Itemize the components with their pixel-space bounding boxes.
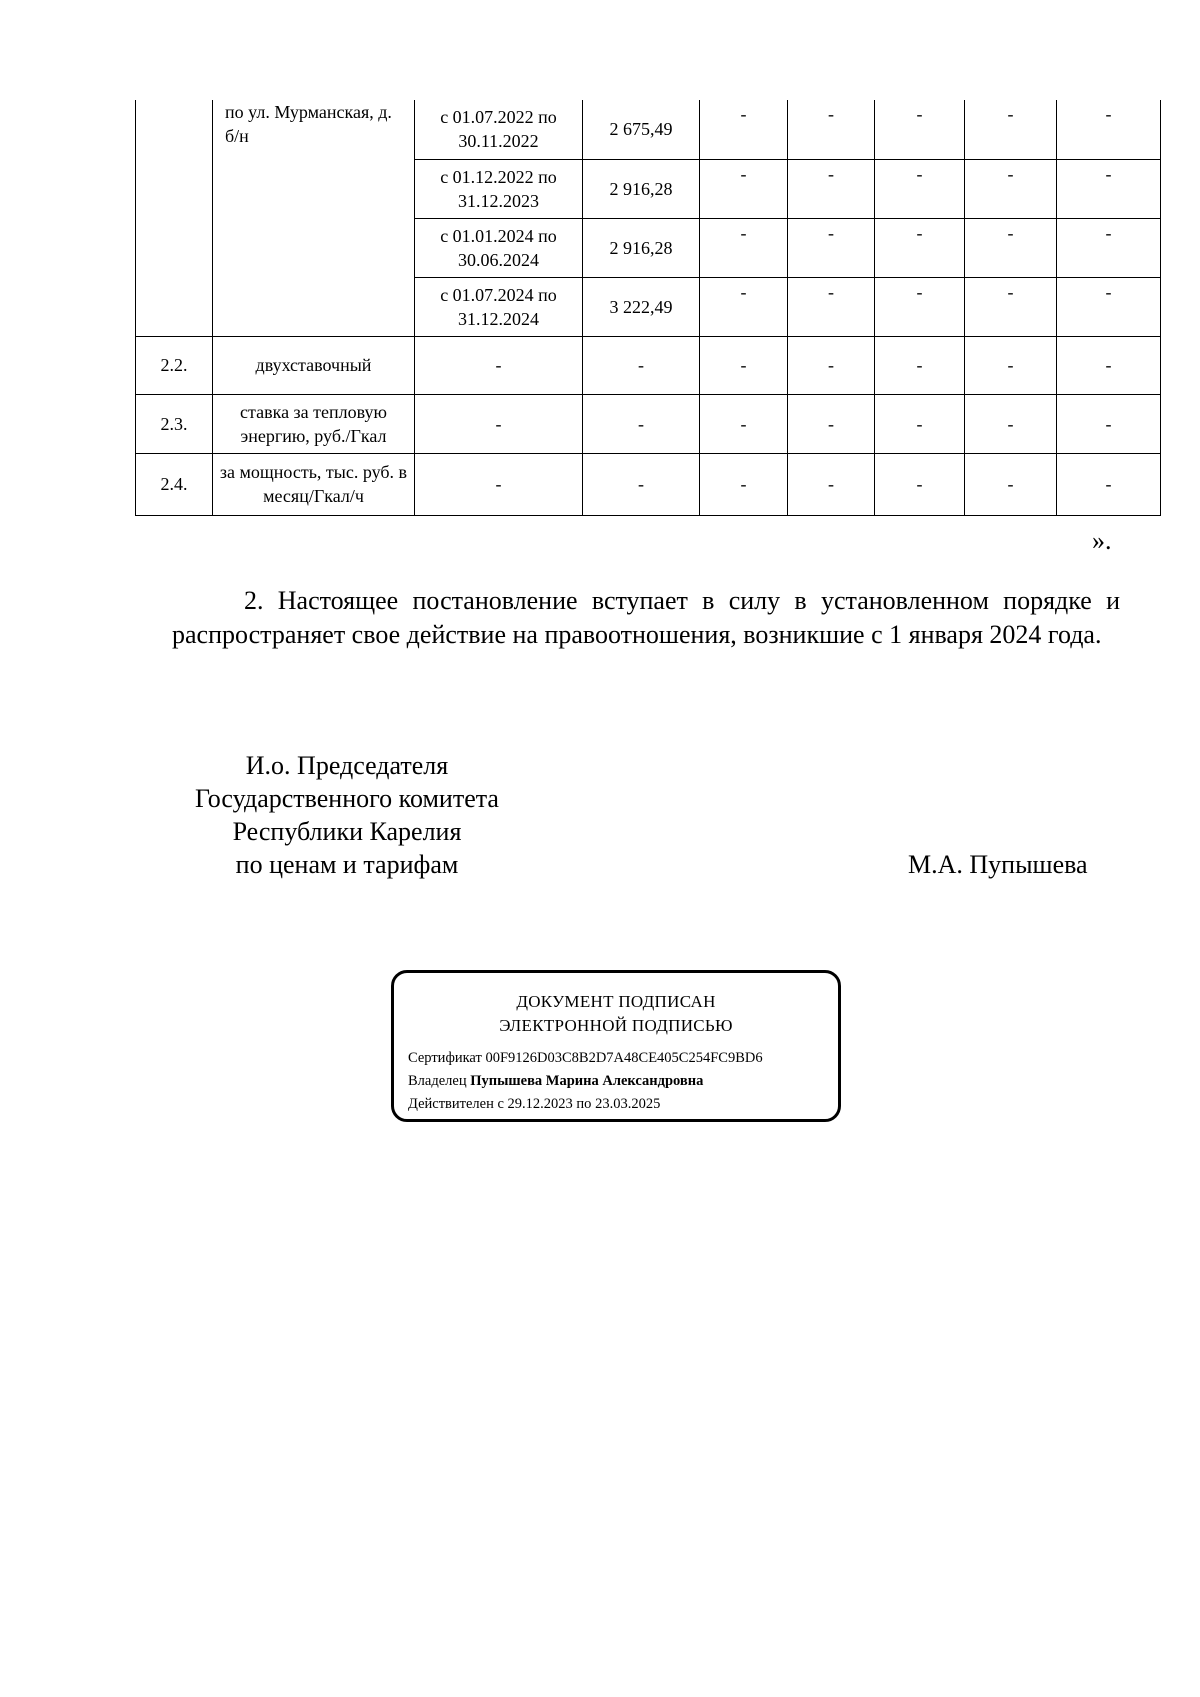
dash-cell: - <box>875 453 965 515</box>
dash-cell: - <box>875 159 965 218</box>
dash-cell: - <box>965 218 1057 277</box>
table-row <box>136 453 1161 515</box>
stamp-header-line: ЭЛЕКТРОННОЙ ПОДПИСЬЮ <box>499 1016 733 1035</box>
dash-cell: - <box>788 394 875 453</box>
dash-cell: - <box>875 277 965 336</box>
validity-label: Действителен <box>408 1096 494 1112</box>
period-cell: с 01.12.2022 по 31.12.2023 <box>415 159 583 218</box>
dash-cell: - <box>965 453 1057 515</box>
signatory-title-line: Государственного комитета <box>195 784 499 813</box>
tariff-value-cell: 3 222,49 <box>583 277 700 336</box>
certificate-label: Сертификат <box>408 1050 482 1066</box>
dash-cell: - <box>700 218 788 277</box>
tariff-value-cell: - <box>583 336 700 394</box>
stamp-validity-line <box>408 1093 763 1116</box>
tariff-value-cell: - <box>583 394 700 453</box>
period-cell: - <box>415 336 583 394</box>
tariff-value-cell: 2 675,49 <box>583 100 700 159</box>
signatory-name: М.А. Пупышева <box>908 850 1088 879</box>
dash-cell: - <box>700 159 788 218</box>
period-cell: с 01.07.2024 по 31.12.2024 <box>415 277 583 336</box>
period-cell: с 01.01.2024 по 30.06.2024 <box>415 218 583 277</box>
electronic-signature-stamp <box>391 970 841 1122</box>
dash-cell: - <box>1057 218 1161 277</box>
table-row <box>136 394 1161 453</box>
dash-cell: - <box>875 218 965 277</box>
dash-cell: - <box>788 336 875 394</box>
num-cell-continued <box>136 100 213 336</box>
period-cell: с 01.07.2022 по 30.11.2022 <box>415 100 583 159</box>
paragraph-2: 2. Настоящее постановление вступает в силу в установленном порядке и распространяет свое действие на правоотношения, возникшие с 1 января 2024 года. <box>172 586 1120 649</box>
dash-cell: - <box>965 159 1057 218</box>
dash-cell: - <box>788 100 875 159</box>
dash-cell: - <box>700 336 788 394</box>
stamp-owner-line <box>408 1070 763 1093</box>
dash-cell: - <box>875 100 965 159</box>
stamp-header <box>394 990 838 1038</box>
certificate-value: 00F9126D03C8B2D7A48CE405C254FC9BD6 <box>485 1050 763 1066</box>
tariff-value-cell: 2 916,28 <box>583 218 700 277</box>
table-row <box>136 100 1161 159</box>
dash-cell: - <box>1057 100 1161 159</box>
dash-cell: - <box>788 453 875 515</box>
row-label-cell: за мощность, тыс. руб. в месяц/Гкал/ч <box>213 453 415 515</box>
dash-cell: - <box>788 159 875 218</box>
row-number-cell: 2.3. <box>136 394 213 453</box>
dash-cell: - <box>788 218 875 277</box>
tariff-value-cell: - <box>583 453 700 515</box>
signatory-title-line: Республики Карелия <box>232 817 462 846</box>
dash-cell: - <box>875 394 965 453</box>
table-row <box>136 336 1161 394</box>
dash-cell: - <box>1057 394 1161 453</box>
validity-to-date: 23.03.2025 <box>595 1096 661 1112</box>
period-cell: - <box>415 394 583 453</box>
dash-cell: - <box>1057 336 1161 394</box>
dash-cell: - <box>788 277 875 336</box>
period-cell: - <box>415 453 583 515</box>
row-number-cell: 2.2. <box>136 336 213 394</box>
dash-cell: - <box>1057 453 1161 515</box>
dash-cell: - <box>1057 159 1161 218</box>
address-cell: по ул. Мурманская, д. б/н <box>213 100 415 336</box>
tariff-value-cell: 2 916,28 <box>583 159 700 218</box>
validity-from-prefix: с <box>497 1096 504 1112</box>
stamp-header-line: ДОКУМЕНТ ПОДПИСАН <box>516 992 716 1011</box>
owner-value: Пупышева Марина Александровна <box>470 1073 704 1089</box>
dash-cell: - <box>875 336 965 394</box>
signatory-title <box>172 749 522 881</box>
row-number-cell: 2.4. <box>136 453 213 515</box>
dash-cell: - <box>700 453 788 515</box>
dash-cell: - <box>700 100 788 159</box>
row-label-cell: двухставочный <box>213 336 415 394</box>
dash-cell: - <box>965 277 1057 336</box>
row-label-cell: ставка за тепловую энергию, руб./Гкал <box>213 394 415 453</box>
tariff-table <box>135 100 1161 516</box>
dash-cell: - <box>700 277 788 336</box>
dash-cell: - <box>1057 277 1161 336</box>
validity-to-prefix: по <box>576 1096 592 1112</box>
signatory-title-line: по ценам и тарифам <box>235 850 459 879</box>
dash-cell: - <box>700 394 788 453</box>
closing-quote: ». <box>1092 526 1112 555</box>
dash-cell: - <box>965 336 1057 394</box>
dash-cell: - <box>965 394 1057 453</box>
stamp-certificate-line <box>408 1047 763 1070</box>
stamp-details <box>408 1047 763 1116</box>
signatory-title-line: И.о. Председателя <box>245 751 449 780</box>
validity-from-date: 29.12.2023 <box>507 1096 573 1112</box>
owner-label: Владелец <box>408 1073 467 1089</box>
dash-cell: - <box>965 100 1057 159</box>
